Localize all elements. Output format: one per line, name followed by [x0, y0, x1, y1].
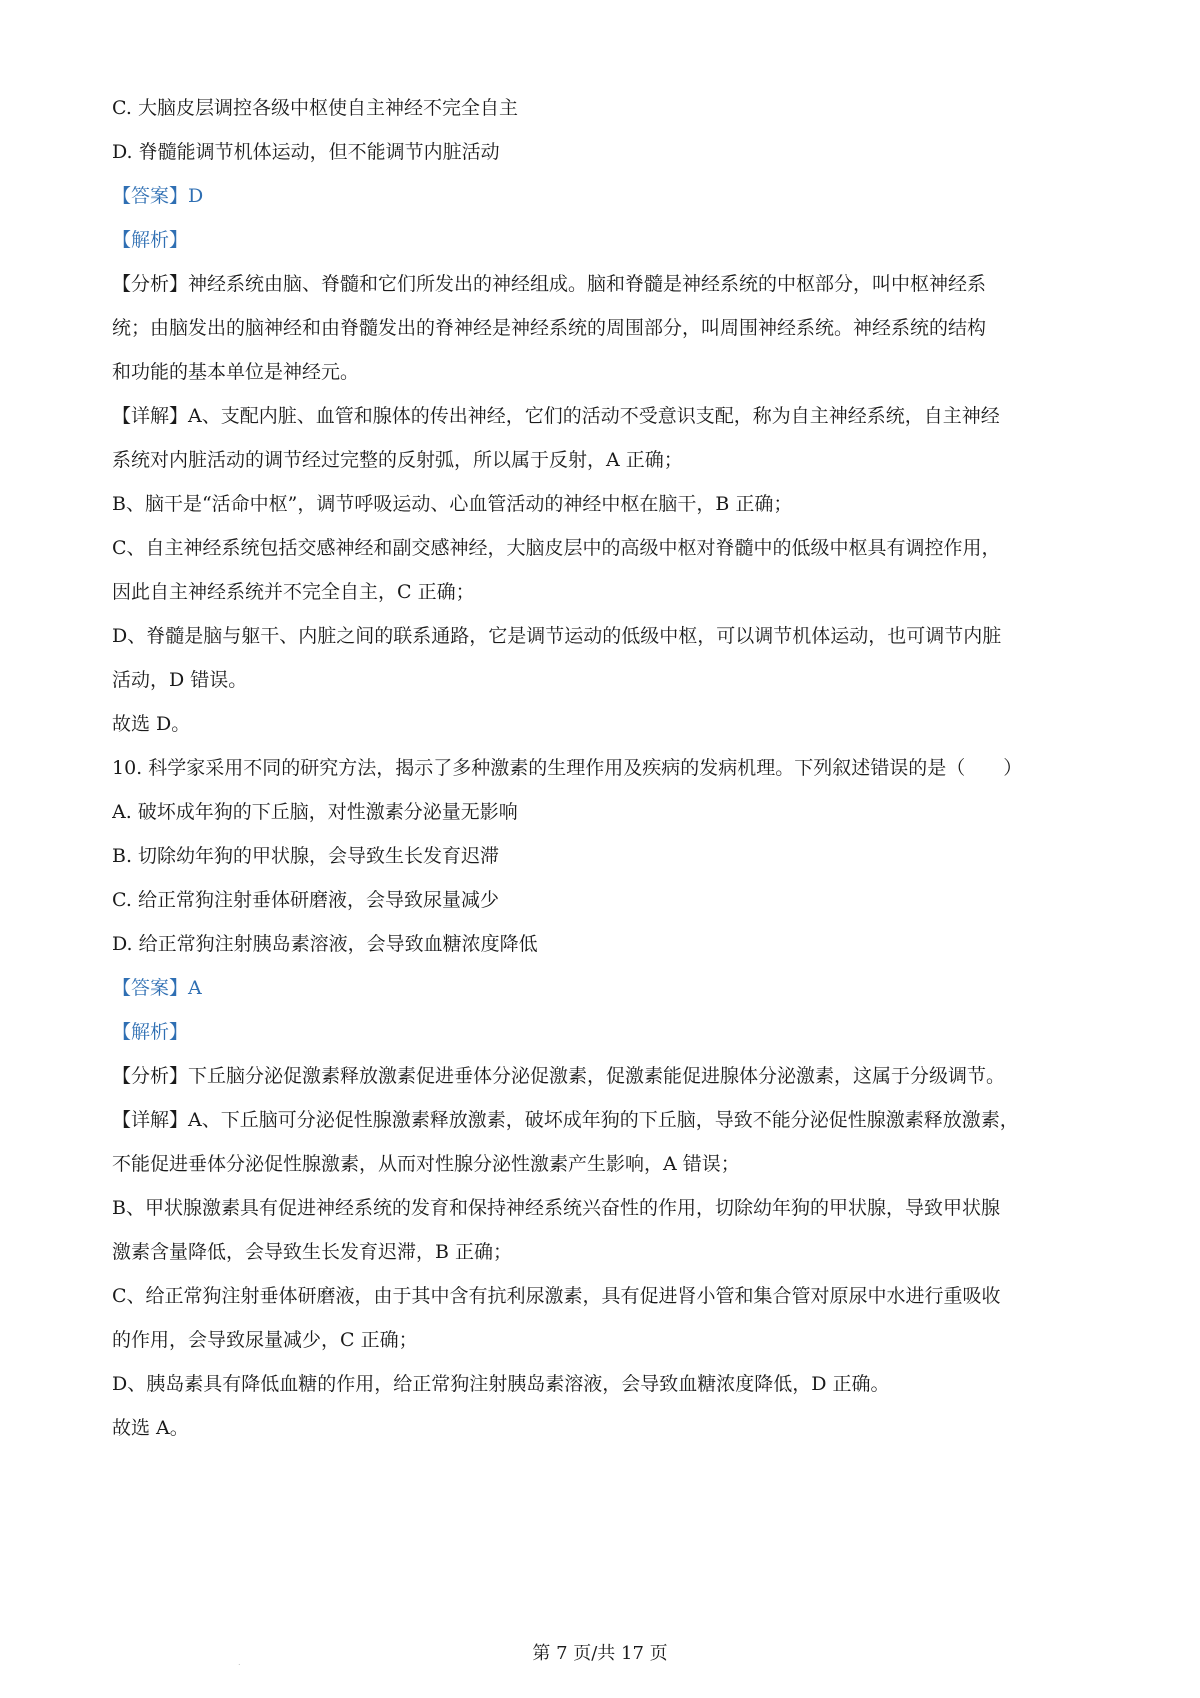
answer-line — [112, 183, 1102, 209]
question-10-stem: 10. 科学家采用不同的研究方法，揭示了多种激素的生理作用及疾病的发病机理。下列叙述错误的是（ ） — [112, 757, 1023, 779]
question-10-option-a: A. 破坏成年狗的下丘脑，对性激素分泌量无影响 — [112, 801, 518, 823]
answer-text: 【答案】A — [112, 977, 202, 999]
detail-paragraph-line: C、给正常狗注射垂体研磨液，由于其中含有抗利尿激素，具有促进肾小管和集合管对原尿中水进行重吸收 — [112, 1285, 1001, 1307]
question-10-option-b: B. 切除幼年狗的甲状腺，会导致生长发育迟滞 — [112, 845, 500, 867]
detail-paragraph-line: B、脑干是“活命中枢”，调节呼吸运动、心血管活动的神经中枢在脑干，B 正确； — [112, 493, 793, 515]
detail-paragraph-line: D、脊髓是脑与躯干、内脏之间的联系通路，它是调节运动的低级中枢，可以调节机体运动，也可调节内脏 — [112, 625, 1002, 647]
option-c-text: C. 大脑皮层调控各级中枢使自主神经不完全自主 — [112, 97, 518, 119]
analysis-paragraph-line: 【分析】下丘脑分泌促激素释放激素促进垂体分泌促激素，促激素能促进腺体分泌激素，这属于分级调节。 — [112, 1065, 1006, 1087]
detail-paragraph-line: 不能促进垂体分泌促性腺激素，从而对性腺分泌性激素产生影响，A 错误； — [112, 1153, 740, 1175]
answer-text: 【答案】D — [112, 185, 204, 207]
detail-paragraph-line: 【详解】A、支配内脏、血管和腺体的传出神经，它们的活动不受意识支配，称为自主神经系统，自主神经 — [112, 405, 1000, 427]
detail-paragraph-line: 系统对内脏活动的调节经过完整的反射弧，所以属于反射，A 正确； — [112, 449, 683, 471]
page-footer: 第 7 页/共 17 页 — [532, 1643, 668, 1664]
option-d-text: D. 脊髓能调节机体运动，但不能调节内脏活动 — [112, 141, 500, 163]
detail-paragraph-line: 活动，D 错误。 — [112, 669, 248, 691]
detail-paragraph-line: 激素含量降低，会导致生长发育迟滞，B 正确； — [112, 1241, 513, 1263]
conclusion-line: 故选 D。 — [112, 713, 191, 735]
page-mark: . — [238, 1658, 241, 1667]
analysis-paragraph-line: 和功能的基本单位是神经元。 — [112, 361, 360, 383]
detail-paragraph-line: C、自主神经系统包括交感神经和副交感神经，大脑皮层中的高级中枢对脊髓中的低级中枢具有调控作用， — [112, 537, 1001, 559]
conclusion-line: 故选 A。 — [112, 1417, 189, 1439]
detail-paragraph-line: B、甲状腺激素具有促进神经系统的发育和保持神经系统兴奋性的作用，切除幼年狗的甲状腺，导致甲状腺 — [112, 1197, 1000, 1219]
explanation-heading: 【解析】 — [112, 1021, 189, 1043]
analysis-paragraph-line: 统；由脑发出的脑神经和由脊髓发出的脊神经是神经系统的周围部分，叫周围神经系统。神经系统的结构 — [112, 317, 987, 339]
detail-paragraph-line: 【详解】A、下丘脑可分泌促性腺激素释放激素，破坏成年狗的下丘脑，导致不能分泌促性腺激素释放激素， — [112, 1109, 1019, 1131]
question-10-option-c: C. 给正常狗注射垂体研磨液，会导致尿量减少 — [112, 889, 499, 911]
detail-paragraph-line: D、胰岛素具有降低血糖的作用，给正常狗注射胰岛素溶液，会导致血糖浓度降低，D 正确。 — [112, 1373, 890, 1395]
answer-line — [112, 975, 1102, 1001]
detail-paragraph-line: 的作用，会导致尿量减少，C 正确； — [112, 1329, 418, 1351]
question-10-option-d: D. 给正常狗注射胰岛素溶液，会导致血糖浓度降低 — [112, 933, 538, 955]
analysis-paragraph-line: 【分析】神经系统由脑、脊髓和它们所发出的神经组成。脑和脊髓是神经系统的中枢部分，叫中枢神经系 — [112, 273, 987, 295]
explanation-heading: 【解析】 — [112, 229, 189, 251]
detail-paragraph-line: 因此自主神经系统并不完全自主，C 正确； — [112, 581, 475, 603]
